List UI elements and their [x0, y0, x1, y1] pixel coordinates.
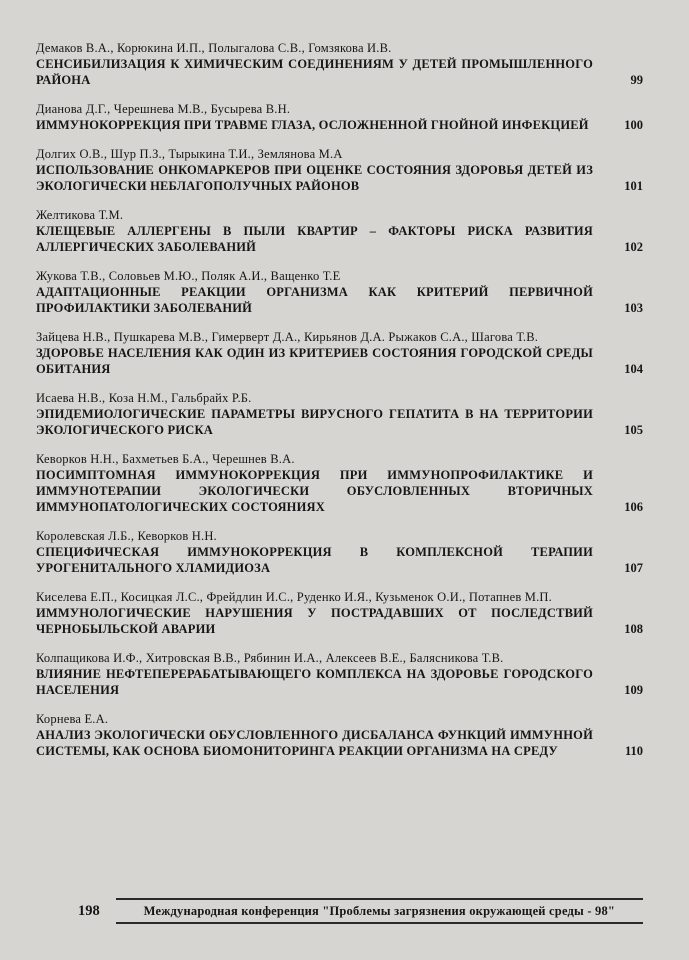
entry-page-number: 99 [630, 73, 643, 87]
footer-page-number: 198 [78, 903, 100, 919]
toc-entry-text [36, 146, 607, 194]
entry-title: СПЕЦИФИЧЕСКАЯ ИММУНОКОРРЕКЦИЯ В КОМПЛЕКСНОЙ ТЕРАПИИ УРОГЕНИТАЛЬНОГО ХЛАМИДИОЗА [36, 545, 593, 575]
entry-title: ВЛИЯНИЕ НЕФТЕПЕРЕРАБАТЫВАЮЩЕГО КОМПЛЕКСА НА ЗДОРОВЬЕ ГОРОДСКОГО НАСЕЛЕНИЯ [36, 667, 593, 697]
toc-entry [36, 589, 643, 637]
entry-title: КЛЕЩЕВЫЕ АЛЛЕРГЕНЫ В ПЫЛИ КВАРТИР – ФАКТОРЫ РИСКА РАЗВИТИЯ АЛЛЕРГИЧЕСКИХ ЗАБОЛЕВАНИЙ [36, 224, 593, 254]
page-footer [36, 898, 643, 924]
toc-entry-text [36, 101, 607, 133]
entry-page-number: 103 [624, 301, 643, 315]
entry-authors: Королевская Л.Б., Кеворков Н.Н. [36, 529, 217, 543]
entry-authors: Жукова Т.В., Соловьев М.Ю., Поляк А.И., Ващенко Т.Е [36, 269, 341, 283]
entry-authors: Демаков В.А., Корюкина И.П., Полыгалова С.В., Гомзякова И.В. [36, 41, 392, 55]
toc-entry [36, 711, 643, 759]
toc-entry [36, 101, 643, 133]
entry-authors: Дианова Д.Г., Черешнева М.В., Бусырева В.Н. [36, 102, 291, 116]
entry-title: АНАЛИЗ ЭКОЛОГИЧЕСКИ ОБУСЛОВЛЕННОГО ДИСБАЛАНСА ФУНКЦИЙ ИММУННОЙ СИСТЕМЫ, КАК ОСНОВА БИОМОНИТОРИНГА РЕАКЦИИ ОРГАНИЗМА НА СРЕДУ [36, 728, 593, 758]
entry-page-number: 106 [624, 500, 643, 514]
toc-entry-text [36, 40, 607, 88]
toc-list [36, 40, 643, 772]
toc-entry-text [36, 451, 607, 515]
entry-authors: Корнева Е.А. [36, 712, 109, 726]
entry-authors: Долгих О.В., Шур П.З., Тырыкина Т.И., Землянова М.А [36, 147, 343, 161]
entry-title: АДАПТАЦИОННЫЕ РЕАКЦИИ ОРГАНИЗМА КАК КРИТЕРИЙ ПЕРВИЧНОЙ ПРОФИЛАКТИКИ ЗАБОЛЕВАНИЙ [36, 285, 593, 315]
entry-page-number: 105 [624, 423, 643, 437]
entry-authors: Киселева Е.П., Косицкая Л.С., Фрейдлин И.С., Руденко И.Я., Кузьменок О.И., Потапнев М.П. [36, 590, 552, 604]
entry-page-number: 108 [624, 622, 643, 636]
toc-entry [36, 451, 643, 515]
entry-title: ЭПИДЕМИОЛОГИЧЕСКИЕ ПАРАМЕТРЫ ВИРУСНОГО ГЕПАТИТА В НА ТЕРРИТОРИИ ЭКОЛОГИЧЕСКОГО РИСКА [36, 407, 593, 437]
entry-authors: Зайцева Н.В., Пушкарева М.В., Гимерверт Д.А., Кирьянов Д.А. Рыжаков С.А., Шагова Т.В. [36, 330, 539, 344]
toc-entry [36, 650, 643, 698]
toc-entry-text [36, 207, 607, 255]
toc-entry-text [36, 329, 607, 377]
entry-title: ИСПОЛЬЗОВАНИЕ ОНКОМАРКЕРОВ ПРИ ОЦЕНКЕ СОСТОЯНИЯ ЗДОРОВЬЯ ДЕТЕЙ ИЗ ЭКОЛОГИЧЕСКИ НЕБЛАГОПОЛУЧНЫХ РАЙОНОВ [36, 163, 593, 193]
toc-entry-text [36, 589, 607, 637]
toc-entry-text [36, 268, 607, 316]
entry-title: СЕНСИБИЛИЗАЦИЯ К ХИМИЧЕСКИМ СОЕДИНЕНИЯМ У ДЕТЕЙ ПРОМЫШЛЕННОГО РАЙОНА [36, 57, 593, 87]
entry-page-number: 100 [624, 118, 643, 132]
entry-page-number: 109 [624, 683, 643, 697]
entry-authors: Колпащикова И.Ф., Хитровская В.В., Рябинин И.А., Алексеев В.Е., Балясникова Т.В. [36, 651, 504, 665]
toc-entry [36, 146, 643, 194]
toc-entry [36, 528, 643, 576]
entry-title: ИММУНОКОРРЕКЦИЯ ПРИ ТРАВМЕ ГЛАЗА, ОСЛОЖНЕННОЙ ГНОЙНОЙ ИНФЕКЦИЕЙ [36, 118, 589, 132]
toc-entry-text [36, 390, 607, 438]
toc-entry-text [36, 650, 607, 698]
entry-authors: Кеворков Н.Н., Бахметьев Б.А., Черешнев В.А. [36, 452, 295, 466]
toc-entry-text [36, 711, 607, 759]
entry-page-number: 101 [624, 179, 643, 193]
toc-entry [36, 207, 643, 255]
toc-entry [36, 390, 643, 438]
entry-title: ИММУНОЛОГИЧЕСКИЕ НАРУШЕНИЯ У ПОСТРАДАВШИХ ОТ ПОСЛЕДСТВИЙ ЧЕРНОБЫЛЬСКОЙ АВАРИИ [36, 606, 593, 636]
entry-page-number: 102 [624, 240, 643, 254]
entry-title: ЗДОРОВЬЕ НАСЕЛЕНИЯ КАК ОДИН ИЗ КРИТЕРИЕВ СОСТОЯНИЯ ГОРОДСКОЙ СРЕДЫ ОБИТАНИЯ [36, 346, 593, 376]
toc-entry [36, 329, 643, 377]
entry-page-number: 107 [624, 561, 643, 575]
toc-entry [36, 40, 643, 88]
toc-entry [36, 268, 643, 316]
entry-authors: Желтикова Т.М. [36, 208, 124, 222]
entry-title: ПОСИМПТОМНАЯ ИММУНОКОРРЕКЦИЯ ПРИ ИММУНОПРОФИЛАКТИКЕ И ИММУНОТЕРАПИИ ЭКОЛОГИЧЕСКИ ОБУСЛОВЛЕННЫХ ВТОРИЧНЫХ ИММУНОПАТОЛОГИЧЕСКИХ СОСТОЯНИЯХ [36, 468, 593, 514]
entry-page-number: 104 [624, 362, 643, 376]
entry-authors: Исаева Н.В., Коза Н.М., Гальбрайх Р.Б. [36, 391, 252, 405]
entry-page-number: 110 [624, 744, 643, 758]
toc-entry-text [36, 528, 607, 576]
footer-conference-title: Международная конференция "Проблемы загрязнения окружающей среды - 98" [116, 898, 643, 924]
